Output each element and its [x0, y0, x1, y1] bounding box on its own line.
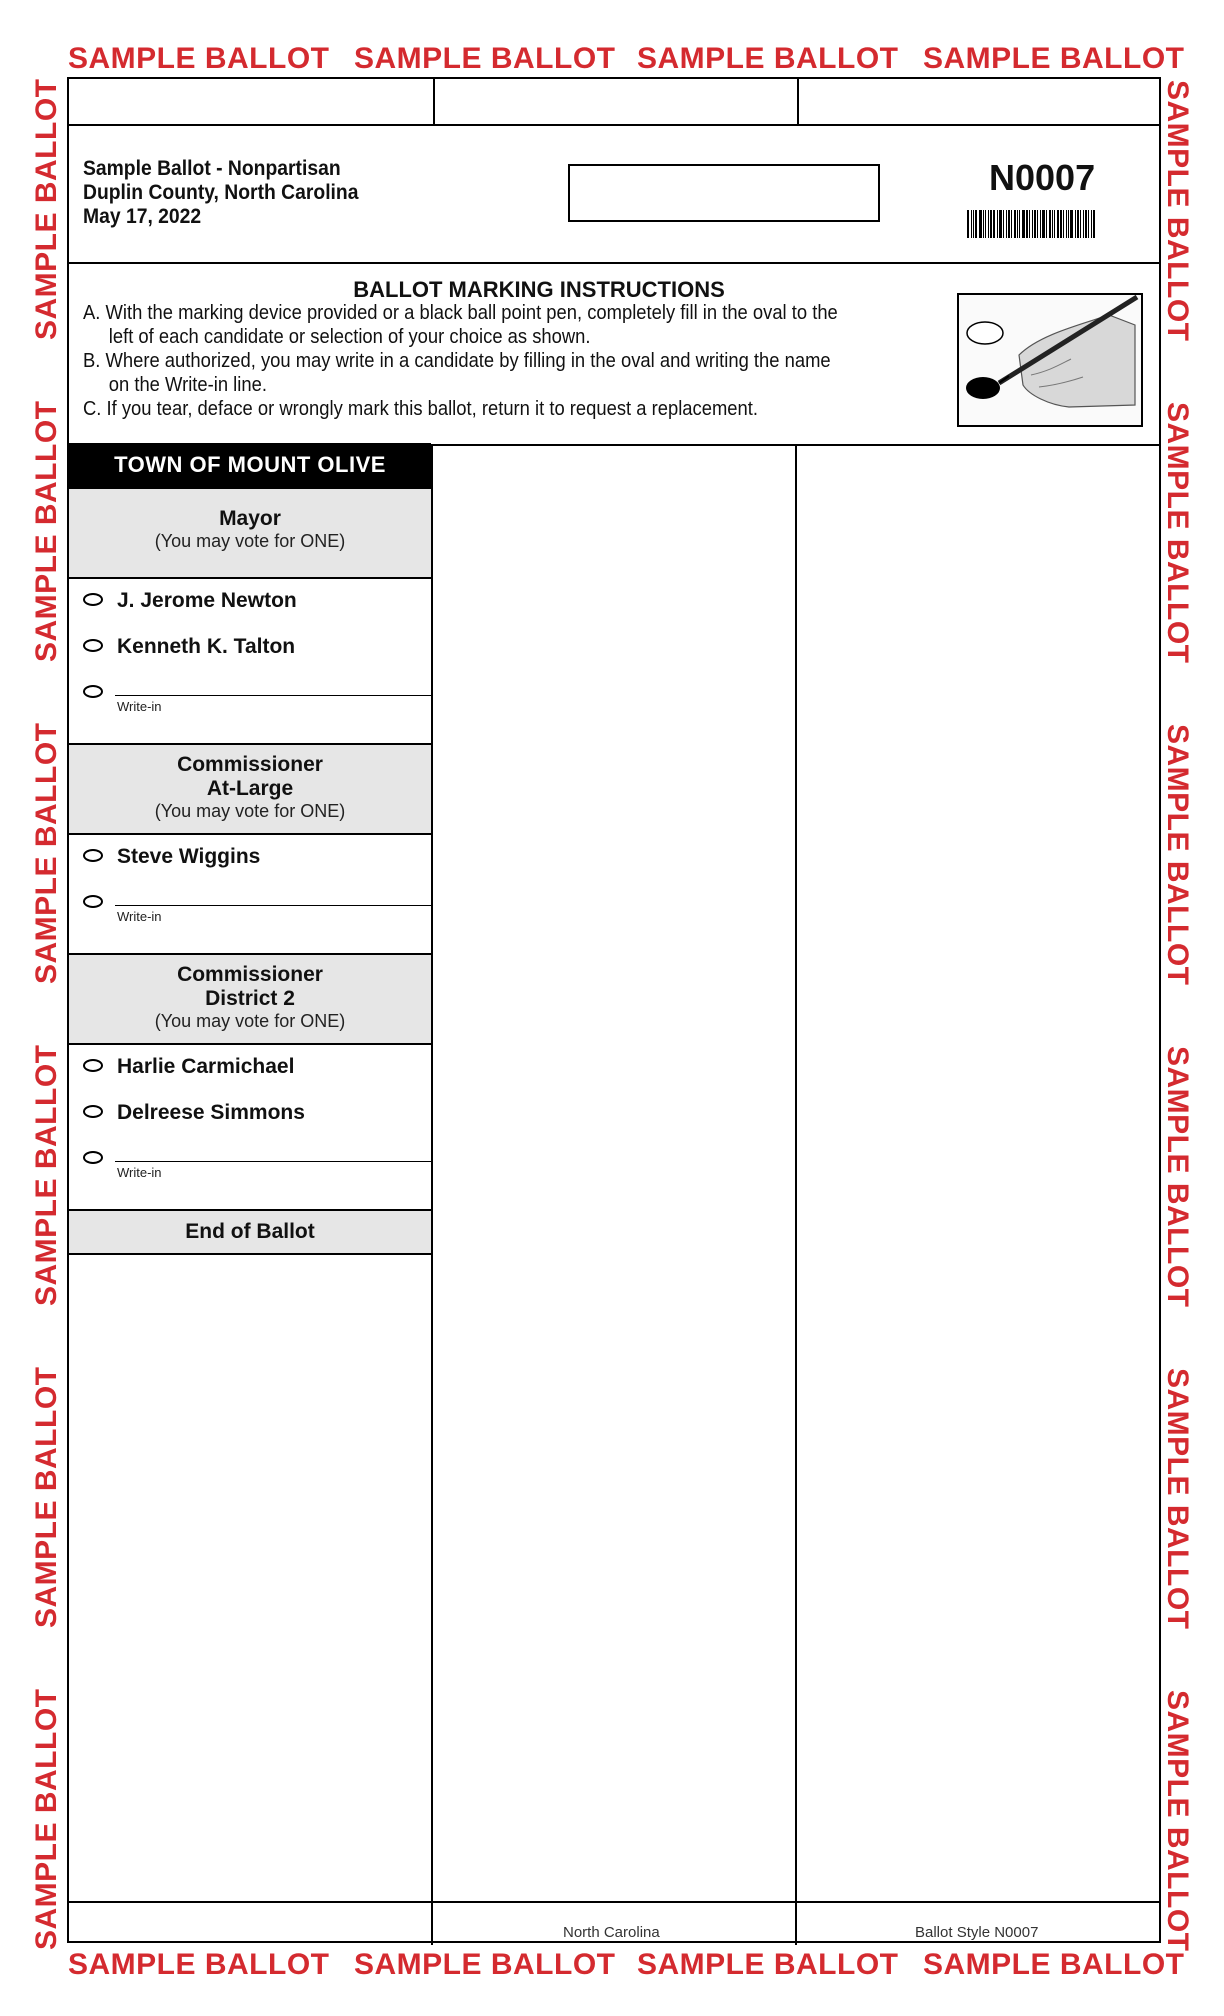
watermark-right-4: SAMPLE BALLOT: [1161, 1046, 1194, 1308]
barcode-bar: [1034, 210, 1036, 238]
contest-column: [69, 443, 431, 1255]
barcode-bar: [1008, 210, 1010, 238]
watermark-bottom-3: SAMPLE BALLOT: [637, 1948, 899, 1981]
ballot-id-box: [568, 164, 880, 222]
writein-line[interactable]: [115, 1161, 431, 1162]
ballot-date: May 17, 2022: [83, 205, 202, 228]
candidate-name: J. Jerome Newton: [117, 589, 297, 612]
vote-for-note: (You may vote for ONE): [154, 531, 346, 551]
barcode-bar: [1063, 210, 1064, 238]
divider: [69, 124, 1159, 126]
barcode-bar: [1037, 210, 1038, 238]
contest-title: Commissioner: [177, 753, 323, 776]
vote-oval[interactable]: [83, 1151, 103, 1164]
instruction-b: B. Where authorized, you may write in a candidate by filling in the oval and writing the name: [83, 350, 831, 372]
watermark-right-3: SAMPLE BALLOT: [1161, 724, 1194, 986]
barcode-bar: [1093, 210, 1095, 238]
barcode-bar: [975, 210, 977, 238]
barcode-bar: [1019, 210, 1020, 238]
writein-row[interactable]: [69, 671, 431, 743]
candidate-name: Harlie Carmichael: [117, 1055, 295, 1078]
barcode-bar: [1088, 210, 1089, 238]
instruction-c: C. If you tear, deface or wrongly mark this ballot, return it to request a replacement.: [83, 398, 758, 420]
barcode-bar: [1077, 210, 1079, 238]
barcode-bar: [983, 210, 984, 238]
vote-for-note: (You may vote for ONE): [154, 1011, 346, 1031]
barcode-bar: [1049, 210, 1051, 238]
barcode-bar: [1060, 210, 1062, 238]
barcode-bar: [1017, 210, 1018, 238]
watermark-bottom-1: SAMPLE BALLOT: [68, 1948, 330, 1981]
watermark-left-6: SAMPLE BALLOT: [30, 1688, 63, 1950]
writein-label: Write-in: [117, 1165, 162, 1180]
writein-line[interactable]: [115, 905, 431, 906]
barcode-bar: [1068, 210, 1069, 238]
instructions-text: [83, 301, 913, 421]
barcode: [967, 210, 1115, 238]
footer-state: North Carolina: [563, 1924, 660, 1941]
contest-title: Mayor: [219, 507, 281, 530]
instruction-a-cont: left of each candidate or selection of your choice as shown.: [108, 326, 591, 348]
barcode-bar: [1011, 210, 1012, 238]
barcode-bar: [993, 210, 995, 238]
vote-oval[interactable]: [83, 593, 103, 606]
barcode-bar: [1042, 210, 1045, 238]
barcode-bar: [1080, 210, 1081, 238]
contest-subtitle: District 2: [205, 987, 295, 1010]
contest-title: Commissioner: [177, 963, 323, 986]
candidate-row[interactable]: [69, 625, 431, 671]
divider: [797, 79, 799, 124]
barcode-bar: [1006, 210, 1007, 238]
vote-oval[interactable]: [83, 895, 103, 908]
candidate-row[interactable]: [69, 579, 431, 625]
barcode-bar: [1026, 210, 1028, 238]
barcode-bar: [997, 210, 998, 238]
end-of-ballot: End of Ballot: [69, 1209, 431, 1255]
barcode-bar: [1083, 210, 1084, 238]
hand-pen-icon: [959, 295, 1141, 425]
candidate-name: Kenneth K. Talton: [117, 635, 296, 658]
writein-label: Write-in: [117, 699, 162, 714]
contest-header-commissioner-at-large: [69, 743, 431, 835]
instruction-b-cont: on the Write-in line.: [108, 374, 267, 396]
town-header: TOWN OF MOUNT OLIVE: [69, 443, 431, 487]
watermark-top-4: SAMPLE BALLOT: [923, 42, 1185, 75]
barcode-bar: [1032, 210, 1033, 238]
watermark-bottom-4: SAMPLE BALLOT: [923, 1948, 1185, 1981]
vote-oval[interactable]: [83, 849, 103, 862]
watermark-left-2: SAMPLE BALLOT: [30, 400, 63, 662]
candidate-name: Steve Wiggins: [117, 845, 261, 868]
watermark-top-3: SAMPLE BALLOT: [637, 42, 899, 75]
barcode-bar: [1046, 210, 1047, 238]
divider: [69, 262, 1159, 264]
barcode-bar: [1066, 210, 1067, 238]
writein-row[interactable]: [69, 1137, 431, 1209]
column-divider: [431, 444, 433, 1945]
candidate-row[interactable]: [69, 1045, 431, 1091]
footer-ballot-style: Ballot Style N0007: [915, 1924, 1039, 1941]
barcode-bar: [1029, 210, 1030, 238]
barcode-bar: [1054, 210, 1055, 238]
vote-oval[interactable]: [83, 639, 103, 652]
barcode-bar: [973, 210, 974, 238]
barcode-bar: [971, 210, 972, 238]
barcode-bar: [999, 210, 1002, 238]
barcode-bar: [1057, 210, 1059, 238]
barcode-bar: [1040, 210, 1041, 238]
vote-oval[interactable]: [83, 1105, 103, 1118]
barcode-bar: [967, 210, 969, 238]
barcode-bar: [990, 210, 992, 238]
divider: [433, 79, 435, 124]
watermark-left-5: SAMPLE BALLOT: [30, 1366, 63, 1628]
watermark-right-2: SAMPLE BALLOT: [1161, 402, 1194, 664]
watermark-right-5: SAMPLE BALLOT: [1161, 1368, 1194, 1630]
ballot-county: Duplin County, North Carolina: [83, 181, 359, 204]
contest-header-commissioner-district-2: [69, 953, 431, 1045]
marking-example-image: [957, 293, 1143, 427]
candidate-row[interactable]: [69, 1091, 431, 1137]
barcode-bar: [1052, 210, 1053, 238]
column-divider: [795, 444, 797, 1945]
writein-row[interactable]: [69, 881, 431, 953]
barcode-bar: [1003, 210, 1004, 238]
writein-label: Write-in: [117, 909, 162, 924]
candidate-name: Delreese Simmons: [117, 1101, 305, 1124]
ballot-frame: [67, 77, 1161, 1943]
vote-oval[interactable]: [83, 1059, 103, 1072]
instructions-title: BALLOT MARKING INSTRUCTIONS: [353, 277, 725, 302]
watermark-top-1: SAMPLE BALLOT: [68, 42, 330, 75]
watermark-left-3: SAMPLE BALLOT: [30, 722, 63, 984]
barcode-bar: [1091, 210, 1092, 238]
watermark-right-1: SAMPLE BALLOT: [1161, 80, 1194, 342]
ballot-style-code: N0007: [989, 157, 1096, 198]
barcode-bar: [1075, 210, 1076, 238]
instruction-a: A. With the marking device provided or a black ball point pen, completely fill in the oval to the: [83, 302, 838, 324]
candidate-row[interactable]: [69, 835, 431, 881]
writein-line[interactable]: [115, 695, 431, 696]
barcode-bar: [979, 210, 982, 238]
ballot-title: Sample Ballot - Nonpartisan: [83, 157, 341, 180]
vote-oval[interactable]: [83, 685, 103, 698]
vote-for-note: (You may vote for ONE): [154, 801, 346, 821]
watermark-right-6: SAMPLE BALLOT: [1161, 1690, 1194, 1952]
contest-header-mayor: [69, 487, 431, 579]
barcode-bar: [1022, 210, 1025, 238]
watermark-left-1: SAMPLE BALLOT: [30, 78, 63, 340]
watermark-top-2: SAMPLE BALLOT: [354, 42, 616, 75]
barcode-bar: [1085, 210, 1087, 238]
barcode-bar: [1070, 210, 1073, 238]
barcode-bar: [1014, 210, 1016, 238]
contest-subtitle: At-Large: [206, 777, 294, 800]
barcode-bar: [985, 210, 986, 238]
watermark-bottom-2: SAMPLE BALLOT: [354, 1948, 616, 1981]
watermark-left-4: SAMPLE BALLOT: [30, 1044, 63, 1306]
divider: [69, 1901, 1159, 1903]
barcode-bar: [988, 210, 989, 238]
ballot-header: [83, 157, 382, 229]
